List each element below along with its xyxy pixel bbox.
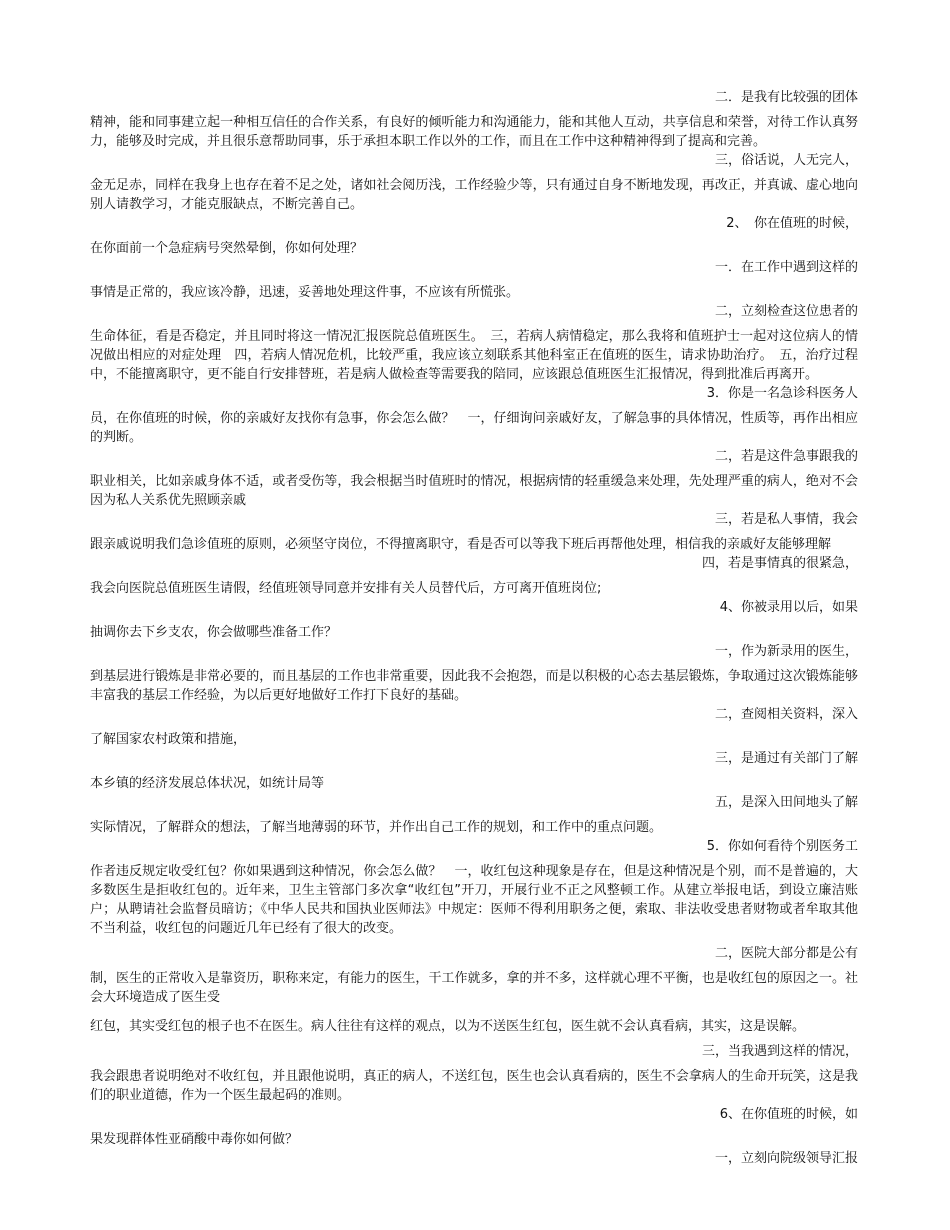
paragraph-body: 实际情况，了解群众的想法，了解当地薄弱的环节，并作出自己工作的规划，和工作中的重点问题。 bbox=[90, 820, 663, 835]
question-body: 在你面前一个急症病号突然晕倒，你如何处理？ bbox=[90, 241, 364, 256]
document-page bbox=[90, 88, 858, 1168]
paragraph-heading: 四，若是事情真的很紧急， bbox=[701, 556, 858, 571]
paragraph-body: 制，医生的正常收入是靠资历，职称来定，有能力的医生，干工作就多，拿的并不多，这样就心理不平衡，也是收红包的原因之一。社会大环境造成了医生受 bbox=[90, 971, 858, 1005]
paragraph-body: 本乡镇的经济发展总体状况，如统计局等 bbox=[90, 776, 325, 791]
paragraph-heading: 二，医院大部分都是公有 bbox=[714, 946, 858, 961]
paragraph-body: 红包，其实受红包的根子也不在医生。病人往往有这样的观点，以为不送医生红包，医生就不会认真看病，其实，这是误解。 bbox=[90, 1019, 806, 1034]
paragraph-heading: 一，立刻向院级领导汇报 bbox=[714, 1151, 858, 1166]
paragraph-body: 事情是正常的，我应该冷静，迅速，妥善地处理这件事，不应该有所慌张。 bbox=[90, 285, 520, 300]
paragraph-body: 金无足赤，同样在我身上也存在着不足之处，诸如社会阅历浅，工作经验少等，只有通过自身不断地发现，再改正，并真诚、虚心地向别人请教学习，才能克服缺点，不断完善自己。 bbox=[90, 178, 858, 212]
paragraph-heading: 五，是深入田间地头了解 bbox=[714, 795, 858, 810]
paragraph-body: 我会跟患者说明绝对不收红包，并且跟他说明，真正的病人，不送红包，医生也会认真看病的，医生不会拿病人的生命开玩笑，这是我们的职业道德，作为一个医生最起码的准则。 bbox=[90, 1069, 858, 1103]
paragraph-heading: 二，若是这件急事跟我的 bbox=[714, 449, 858, 464]
paragraph-heading: 三，当我遇到这样的情况， bbox=[701, 1044, 858, 1059]
paragraph-heading: 三，是通过有关部门了解 bbox=[714, 751, 858, 766]
paragraph-heading: 二，查阅相关资料，深入 bbox=[714, 707, 858, 722]
paragraph-body: 职业相关，比如亲戚身体不适，或者受伤等，我会根据当时值班时的情况，根据病情的轻重缓急来处理，先处理严重的病人，绝对不会因为私人关系优先照顾亲戚 bbox=[90, 474, 858, 508]
paragraph-body: 精神，能和同事建立起一种相互信任的合作关系，有良好的倾听能力和沟通能力，能和其他人互动，共享信息和荣誉，对待工作认真努力，能够及时完成，并且很乐意帮助同事，乐于承担本职工作以外的工作，而且在工作中这种精神得到了提高和完善。 bbox=[90, 115, 858, 149]
paragraph-heading: 二．是我有比较强的团体 bbox=[714, 90, 858, 105]
paragraph-body: 了解国家农村政策和措施， bbox=[90, 732, 247, 747]
paragraph-heading: 三，若是私人事情，我会 bbox=[714, 512, 858, 527]
question-heading: 6、在你值班的时候，如 bbox=[719, 1107, 858, 1122]
question-body: 作者违反规定收受红包？你如果遇到这种情况，你会怎么做？ 一，收红包这种现象是存在，但是这种情况是个别，而不是普遍的，大多数医生是拒收红包的。近年来，卫生主管部门多次拿“收红包”开刀，开展行业不正之风整顿工作。从建立举报电话，到设立廉洁账户；从聘请社会监督员暗访；《中华人民共和国执业医师法》中规定：医师不得利用职务之便，索取、非法收受患者财物或者牟取其他不当利益，收红包的问题近几年已经有了很大的改变。 bbox=[90, 864, 858, 936]
question-body: 员，在你值班的时候，你的亲戚好友找你有急事，你会怎么做？ 一，仔细询问亲戚好友，了解急事的具体情况，性质等，再作出相应的判断。 bbox=[90, 411, 858, 445]
paragraph-body: 跟亲戚说明我们急诊值班的原则，必须坚守岗位，不得擅离职守，看是否可以等我下班后再帮他处理，相信我的亲戚好友能够理解 bbox=[90, 537, 832, 552]
question-heading: 4、你被录用以后，如果 bbox=[719, 600, 858, 615]
question-heading: 2、 你在值班的时候， bbox=[726, 216, 858, 231]
question-body: 果发现群体性亚硝酸中毒你如何做？ bbox=[90, 1132, 299, 1147]
paragraph-body: 生命体征，看是否稳定，并且同时将这一情况汇报医院总值班医生。 三，若病人病情稳定，那么我将和值班护士一起对这位病人的情况做出相应的对症处理 四，若病人情况危机，比较严重，我应该立刻联系其他科室正在值班的医生，请求协助治疗。 五，治疗过程中，不能擅离职守，更不能自行安排替班，若是病人做检查等需要我的陪同，应该跟总值班医生汇报情况，得到批准后再离开。 bbox=[90, 329, 858, 382]
paragraph-body: 我会向医院总值班医生请假，经值班领导同意并安排有关人员替代后，方可离开值班岗位; bbox=[90, 581, 602, 596]
question-body: 抽调你去下乡支农，你会做哪些准备工作？ bbox=[90, 625, 338, 640]
paragraph-heading: 三，俗话说，人无完人， bbox=[714, 153, 858, 168]
question-heading: 5．你如何看待个别医务工 bbox=[706, 839, 858, 854]
question-heading: 3．你是一名急诊科医务人 bbox=[706, 386, 858, 401]
paragraph-body: 到基层进行锻炼是非常必要的，而且基层的工作也非常重要，因此我不会抱怨，而是以积极的心态去基层锻炼，争取通过这次锻炼能够丰富我的基层工作经验，为以后更好地做好工作打下良好的基础。 bbox=[90, 669, 858, 703]
paragraph-heading: 一，作为新录用的医生， bbox=[714, 644, 858, 659]
paragraph-heading: 一．在工作中遇到这样的 bbox=[714, 260, 858, 275]
paragraph-heading: 二，立刻检查这位患者的 bbox=[714, 304, 858, 319]
